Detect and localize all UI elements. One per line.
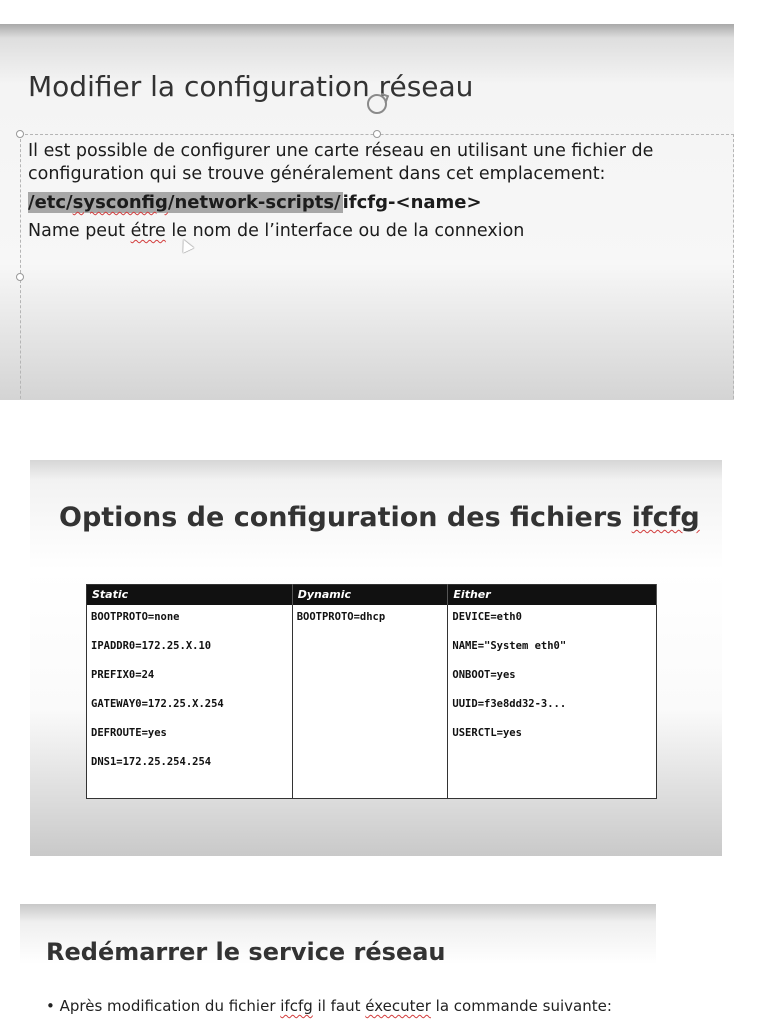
option-item: BOOTPROTO=dhcp bbox=[296, 610, 386, 623]
slide-title: Modifier la configuration réseau bbox=[28, 70, 474, 103]
resize-handle-icon[interactable] bbox=[16, 273, 24, 281]
column-header-dynamic: Dynamic bbox=[292, 585, 448, 605]
rotate-handle-icon[interactable] bbox=[367, 94, 387, 114]
column-header-either: Either bbox=[448, 585, 657, 605]
text-span: le nom de l’interface ou de la connexion bbox=[165, 221, 525, 241]
path-segment: /network-scripts/ bbox=[167, 192, 341, 213]
static-options-cell bbox=[87, 605, 293, 799]
path-filename: ifcfg-<name> bbox=[342, 192, 482, 213]
text-span: éxecuter bbox=[365, 997, 431, 1015]
slide-restart-network bbox=[20, 904, 656, 1024]
resize-handle-icon[interactable] bbox=[16, 130, 24, 138]
slide-ifcfg-options bbox=[30, 460, 722, 856]
option-item: NAME="System eth0" bbox=[452, 639, 567, 652]
config-path bbox=[28, 190, 728, 216]
text-span: il faut bbox=[312, 997, 366, 1015]
option-item: UUID=f3e8dd32-3... bbox=[452, 697, 567, 710]
intro-paragraph: Il est possible de configurer une carte réseau en utilisant une fichier de configuration qui se trouve généralement dans cet emplacement: bbox=[28, 141, 654, 184]
dynamic-options-cell bbox=[292, 605, 448, 799]
title-text: ifcfg bbox=[631, 502, 700, 533]
path-selection bbox=[28, 192, 343, 213]
option-item: DNS1=172.25.254.254 bbox=[91, 755, 212, 768]
title-text: Options de configuration des fichiers bbox=[59, 502, 632, 533]
resize-handle-icon[interactable] bbox=[373, 130, 381, 138]
path-segment: sysconfig bbox=[72, 192, 168, 213]
option-item: PREFIX0=24 bbox=[91, 668, 155, 681]
slide-title bbox=[59, 502, 700, 533]
option-item: GATEWAY0=172.25.X.254 bbox=[91, 697, 224, 710]
either-options-cell bbox=[448, 605, 657, 799]
option-item: DEVICE=eth0 bbox=[452, 610, 522, 623]
text-span: Après modification du fichier bbox=[59, 997, 281, 1015]
text-box-content[interactable] bbox=[28, 140, 728, 243]
option-item: ONBOOT=yes bbox=[452, 668, 516, 681]
option-item: USERCTL=yes bbox=[452, 726, 522, 739]
text-span: ifcfg bbox=[280, 997, 313, 1015]
slide-title: Redémarrer le service réseau bbox=[46, 938, 446, 966]
path-segment: /etc/ bbox=[28, 192, 73, 213]
option-item: DEFROUTE=yes bbox=[91, 726, 167, 739]
option-item: IPADDR0=172.25.X.10 bbox=[91, 639, 212, 652]
slide-network-config bbox=[0, 24, 734, 400]
name-description bbox=[28, 220, 728, 243]
ifcfg-options-table bbox=[86, 584, 657, 799]
option-item: BOOTPROTO=none bbox=[91, 610, 180, 623]
text-span: étre bbox=[130, 221, 166, 241]
text-span: Name peut bbox=[28, 221, 131, 241]
text-span: la commande suivante: bbox=[430, 997, 612, 1015]
bullet-item: • Après modification du fichier ifcfg il faut éxecuter la commande suivante: bbox=[46, 997, 612, 1015]
column-header-static: Static bbox=[87, 585, 293, 605]
